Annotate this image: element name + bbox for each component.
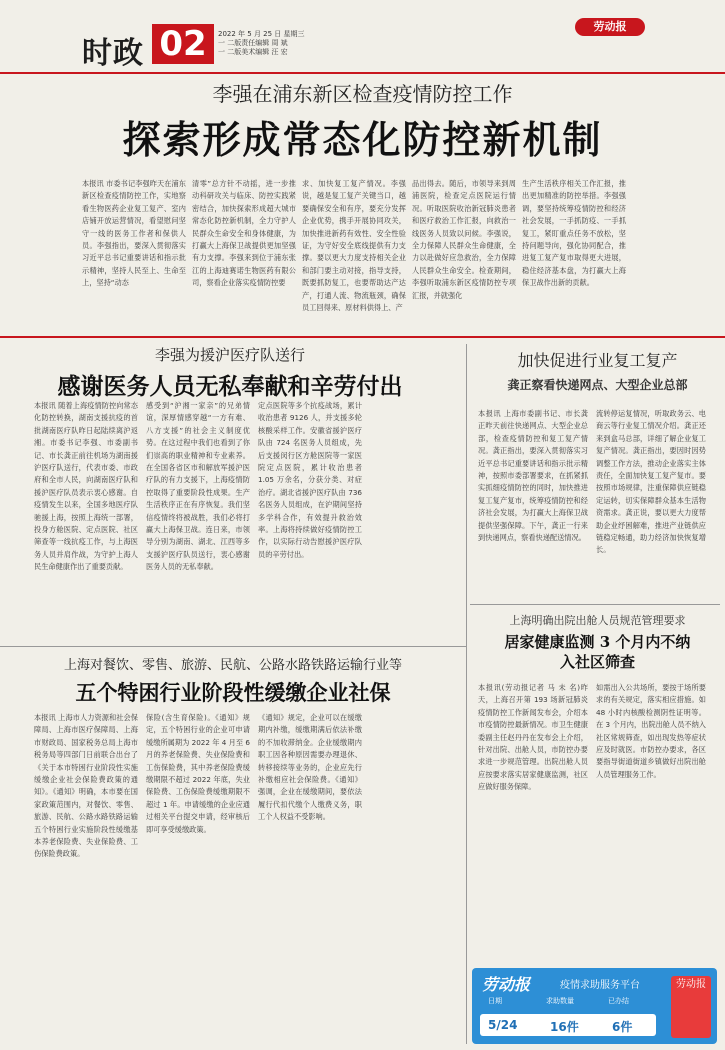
lead-headline: 探索形成常态化防控新机制 <box>122 117 603 162</box>
banner-subtitle: 疫情求助服务平台 <box>560 980 640 991</box>
banner-value-done: 6件 <box>612 1020 633 1034</box>
banner-labels <box>480 996 650 1010</box>
article4-kicker: 上海对餐饮、零售、旅游、民航、公路水路铁路运输行业等 <box>63 658 402 673</box>
article3-subhead: 龚正察看快递网点、大型企业总部 <box>507 378 688 392</box>
lead-column-1: 本报讯 市委书记李强昨天在浦东新区检查疫情防控工作，实地察看生物医药企业复工复产、室内店铺开放运营情况，看望慰问坚守一线的医务工作者和保供人员。李强指出，要深入贯彻落实习近平总书记重要讲话和指示批示精神，坚持人民至上、生命至上，坚持“动态 <box>82 179 186 288</box>
article4-headline: 五个特困行业阶段性缓缴企业社保 <box>75 680 391 705</box>
lead-header <box>0 78 725 164</box>
article5-column-1: 本报讯(劳动报记者 马 未 名)昨天，上海召开第 193 场新冠肺炎疫情防控工作新闻发布会，介绍本市疫情防控最新情况。市卫生健康委副主任赵丹丹在发布会上介绍，针对出院、出舱人员，市防控办要求进一步规范管理。出院出舱人员应按要求落实居家健康监测，社区应做好服务保障。 <box>478 683 588 792</box>
banner-value-requests: 16件 <box>550 1020 579 1034</box>
article5-column-2: 如需出入公共场所，要按于场所要求的有关规定，落实相应措施。如 48 小时内核酸检测阴性证明等。在 3 个月内，出院出舱人员不纳入社区常规筛查，如出现发热等症状应及时就医。市防控办要求，各区要指导街道街道乡镇做好出院出舱人员管理服务工作。 <box>596 683 706 779</box>
article2-headline: 感谢医务人员无私奉献和辛劳付出 <box>57 373 403 400</box>
article2-column-2: 感受到“沪湘一家亲”的兄弟情谊，深厚情感穿越“一方有难、八方支援”的社会主义制度优势。在这过程中我们也看到了你们崇高的职业精神和专业素养。在全国各省区市和解放军援沪医疗队的有力支援下，上海疫情防控取得了重要阶段性成果。生产生活秩序正在有序恢复。我们坚信疫情终将被战胜，我们必将打赢大上海保卫战。连日来，市领导分别为湖南、湖北、江西等多支援沪医疗队员送行，衷心感谢医务人员的无私奉献。 <box>146 401 250 572</box>
article3-column-2: 流转停运复情况，听取政务云、电商云等行业复工情况介绍。龚正还来到盒马总部，详细了解企业复工复产情况。龚正指出，要因时因势调整工作方法，推动企业落实主体责任，全面加快复工复产复市。要按照市场规律，注重保障供应链稳定运转，切实保障群众基本生活物资需求。龚正说，要以更大力度帮助企业纾困解难，推进产业链供应链稳定畅通，助力经济加快恢复增长。 <box>596 409 706 555</box>
banner-label-done: 已办结 <box>608 997 629 1005</box>
article3-header <box>470 348 725 393</box>
article5-headline: 居家健康监测 3 个月内不纳入社区筛查 <box>504 633 691 671</box>
article2-divider <box>0 646 466 647</box>
lead-column-3: 求、加快复工复产情况。李强说，越是复工复产关键当口，越要确保安全和有序，要充分发挥企业优势，携手开展协同攻关，加快推进新药有效性、安全性验证，为守好安全底线提供有力支撑。要以更大力度支持相关企业和部门要主动对接，指导支持，既要抓防复工，也要帮助达产达产，打通人流、物流瓶颈，确保员工回得来、原材料供得上、产 <box>302 179 406 313</box>
article4-column-3: 《通知》规定，企业可以在缓缴期内补缴，缓缴期满后依法补缴的不加收滞纳金。企业缓缴期内职工因各种原因需要办理退休、转移接续等业务的，企业应先行补缴相应社会保险费。《通知》强调，企业在缓缴期间，要依法履行代扣代缴个人缴费义务，职工个人权益不受影响。 <box>258 713 362 822</box>
article4-header <box>0 654 466 707</box>
banner-label-date: 日期 <box>488 997 502 1005</box>
article5-header <box>470 612 725 672</box>
service-banner[interactable] <box>472 968 717 1044</box>
masthead-rule <box>0 72 725 74</box>
editor-line: 一 二版责任编辑 周 斌 <box>218 39 288 47</box>
masthead <box>0 0 725 72</box>
article2-column-1: 本报讯 随着上海疫情防控向常态化防控转换，湖南支援抗疫的首批湖南医疗队昨日起陆续离沪返湘。市委书记李强、市委副书记、市长龚正前往机场为湖南援沪医疗队送行，代表市委、市政府和全市人民，向湖南医疗队和援沪医疗队员表示衷心感谢。自疫情发生以来，全国多地医疗队驰援上海，按照上海统一部署，投身方舱医院、定点医院、社区筛查等一线抗疫工作，与上海医务人员并肩作战，为守护上海人民生命健康作出了重要贡献。 <box>34 401 138 572</box>
banner-value-date: 5/24 <box>488 1018 518 1032</box>
banner-title: 劳动报 <box>482 975 531 994</box>
banner-values <box>480 1014 656 1036</box>
article3-column-1: 本报讯 上海市委副书记、市长龚正昨天前往快递网点、大型企业总部，检查疫情防控和复工复产情况。龚正指出，要深入贯彻落实习近平总书记重要讲话和指示批示精神，按照市委部署要求，在抓紧抓实抓细疫情防控的同时，加快推进复工复产复市，统筹疫情防控和经济社会发展，为打赢大上海保卫战提供坚强保障。下午，龚正一行来到快递网点，察看快递配送情况。 <box>478 409 588 543</box>
article2-kicker: 李强为援沪医疗队送行 <box>154 346 305 364</box>
lead-column-2: 清零”总方针不动摇，进一步推动科研攻关与临床、防控实践紧密结合，加快探索形成超大城市常态化防控新机制，全力守护人民群众生命安全和身体健康，为打赢大上海保卫战提供更加坚强有力支撑。李强来到位于浦东张江的上海迪赛诺生物医药有限公司，察看企业落实疫情防控要 <box>192 179 296 288</box>
article4-column-2: 保险(含生育保险)。《通知》规定，五个特困行业的企业可申请缓缴所属期为 2022 年 4 月至 6 月的养老保险费、失业保险费和工伤保险费，其中养老保险费缓缴期限不超过 2022 年底，失业保险费、工伤保险费缓缴期限不超过 1 年。申请缓缴的企业应通过相关平台提交申请，经审核后即可享受缓缴政策。 <box>146 713 250 834</box>
article3-divider <box>470 604 720 605</box>
article3-kicker: 加快促进行业复工复产 <box>517 351 678 370</box>
page-number: 02 <box>152 24 214 64</box>
article5-kicker: 上海明确出院出舱人员规范管理要求 <box>509 614 686 627</box>
newspaper-logo: 劳动报 <box>575 18 645 36</box>
edition-meta <box>218 30 305 57</box>
lead-column-4: 品出得去。随后，市领导来到周浦医院，检查定点医院运行情况。听取医院收治新冠肺炎患者和医疗救治工作汇报，向救治一线医务人员致以问候。李强说，全力保障人民群众生命健康，全力以赴做好应急救治，全力保障人民群众生命安全。检查期间，李强听取浦东新区疫情防控专项汇报，并就强化 <box>412 179 516 300</box>
article2-header <box>0 344 460 401</box>
date-line: 2022 年 5 月 25 日 星期三 <box>218 30 305 38</box>
article2-column-3: 定点医院等多个抗疫战场，累计收治患者 9126 人，并支援多轮核酸采样工作。安徽省援沪医疗队由 724 名医务人员组成，先后支援闵行区方舱医院等一家医院定点医院，累计收治患者 1.05 万余名，分获分类、对症治疗。湖北省援沪医疗队由 736 名医务人员组成，在沪期间坚持多学科合作，有效提升救治效率。上海将持续做好疫情防控工作，以实际行动告慰援沪医疗队员的辛劳付出。 <box>258 401 362 559</box>
lead-divider <box>0 336 725 338</box>
designer-line: 一 二版美术编辑 汪 宏 <box>218 48 288 56</box>
banner-label-requests: 求助数量 <box>546 997 574 1005</box>
article4-column-1: 本报讯 上海市人力资源和社会保障局、上海市医疗保障局、上海市财政局、国家税务总局上海市税务局等四部门日前联合出台了《关于本市特困行业阶段性实施缓缴企业社会保险费政策的通知》。《通知》明确，本市要在国家政策范围内，对餐饮、零售、旅游、民航、公路水路铁路运输五个特困行业实施阶段性缓缴基本养老保险费、失业保险费、工伤保险费政策。 <box>34 713 138 859</box>
banner-logo: 劳动报 <box>671 976 711 1038</box>
lead-kicker: 李强在浦东新区检查疫情防控工作 <box>212 82 513 106</box>
lead-column-5: 生产生活秩序相关工作汇报，推出更加精准的防控举措。李强强调，要坚持统筹疫情防控和经济社会发展，一手抓防疫、一手抓复工，紧盯重点任务不放松，坚持问题导向，强化协同配合，推进复工复产复市取得更大进展，稳住经济基本盘，为打赢大上海保卫战作出新的贡献。 <box>522 179 626 288</box>
column-divider <box>466 344 467 1044</box>
section-title: 时政 <box>82 36 144 71</box>
